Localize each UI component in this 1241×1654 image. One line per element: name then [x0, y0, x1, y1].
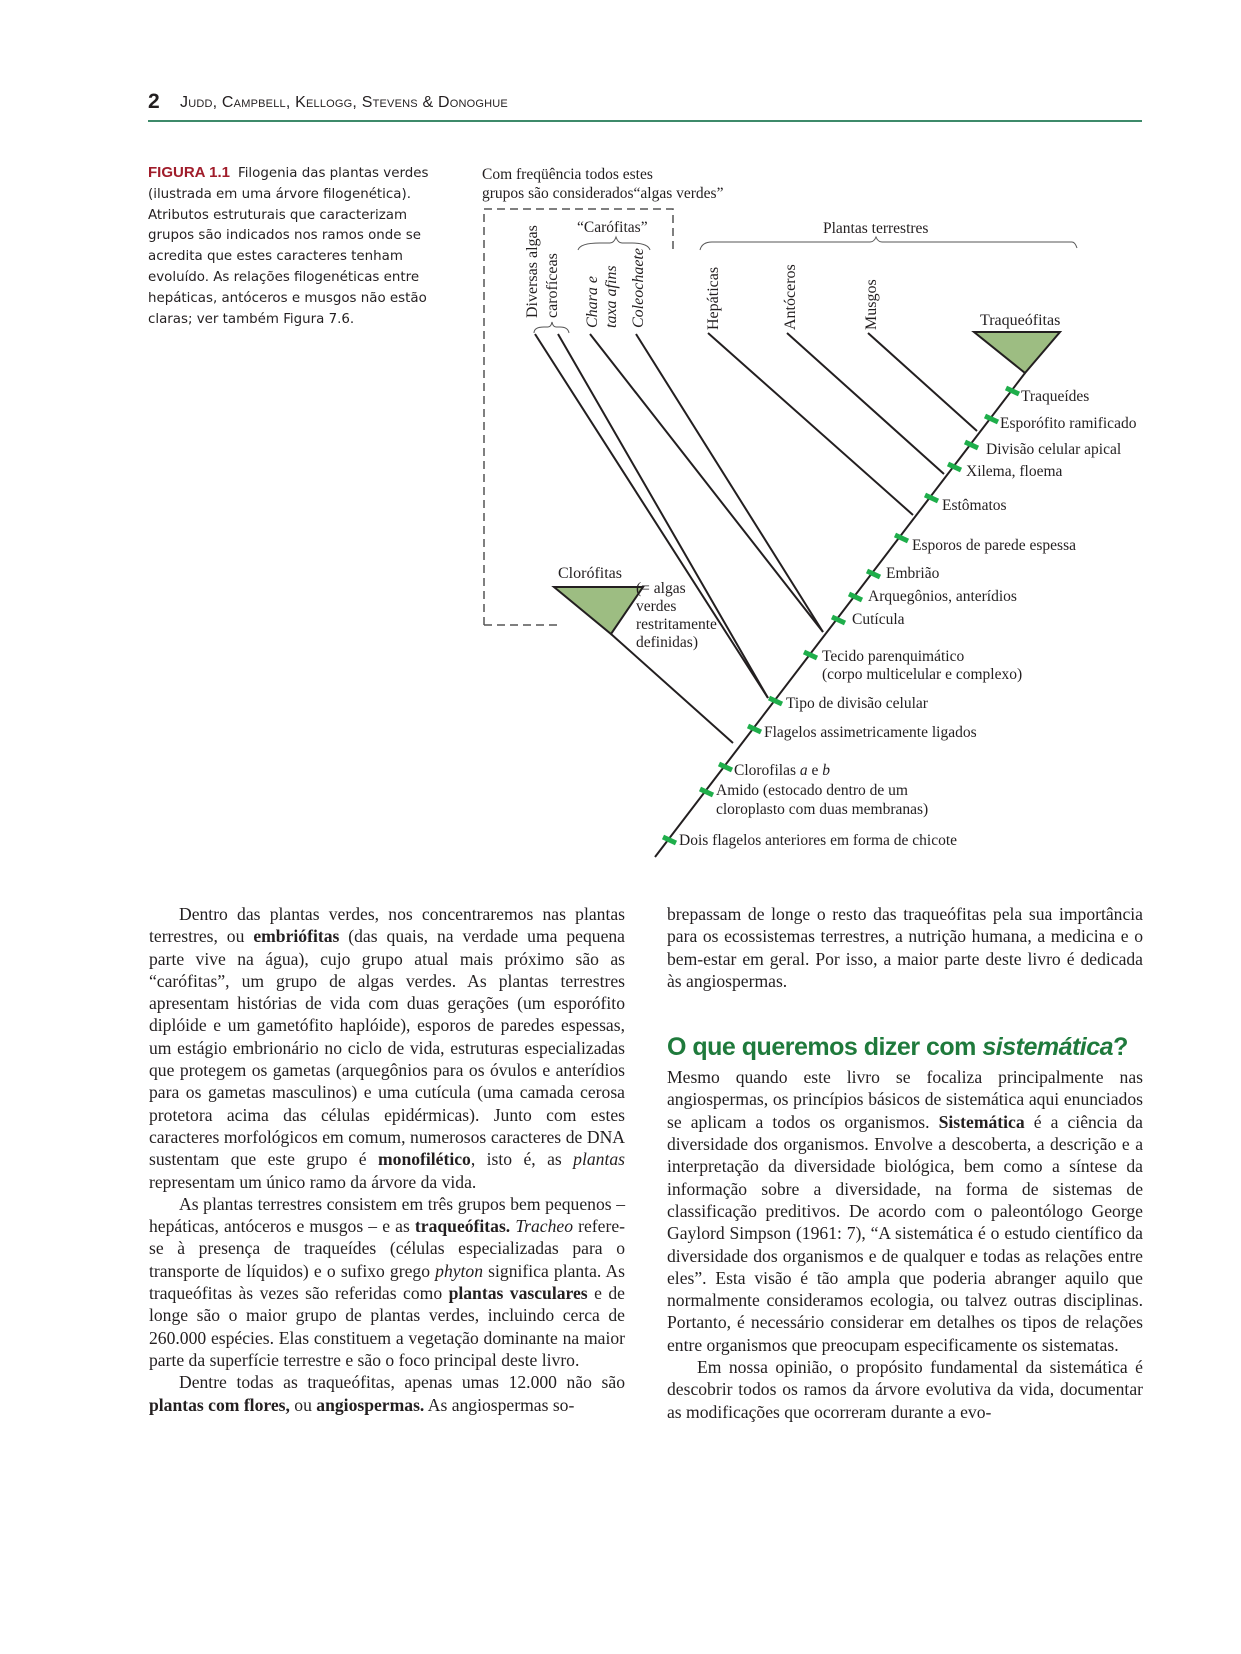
branch-hepaticas [708, 333, 913, 515]
section-heading: O que queremos dizer com sistemática? [667, 1033, 1128, 1062]
paragraph: Em nossa opinião, o propósito fundamental da sistemática é descobrir todos os ramos da árvore evolutiva da vida, documentar as modificações que ocorreram durante a evo- [667, 1357, 1143, 1422]
diversas-brace [534, 322, 569, 333]
paragraph: Mesmo quando este livro se focaliza principalmente nas angiospermas, os princípios básicos de sistemática aqui enunciados se aplicam a todos os organismos. Sistemática é a ciência da diversidade dos organismos. Envolve a descoberta, a descrição e a interpretação da diversidade biológica, bem como a síntese da informação sobre a diversidade, na forma de sistemas de classificação preditivos. De acordo com o paleontólogo George Gaylord Simpson (1961: 7), “A sistemática é o estudo científico da diversidade dos organismos e de qualquer e todas as relações entre eles”. Esta visão é tão ampla que poderia abranger aquilo que normalmente consideramos ecologia, ou talvez outras disciplinas. Portanto, é necessário considerar em detalhes os tipos de relações entre organismos que preocupam especificamente os sistematas. [667, 1067, 1143, 1355]
char-estomatos: Estômatos [942, 497, 1007, 514]
char-tecido-parenquimatico-note: (corpo multicelular e complexo) [822, 666, 1023, 683]
algae-note-line2: grupos são considerados“algas verdes” [482, 185, 724, 202]
carofitas-label: “Carófitas” [577, 219, 648, 236]
taxon-chara-line1: Chara e [584, 276, 601, 328]
paragraph: Dentro das plantas verdes, nos concentraremos nas plantas terrestres, ou embriófitas (das quais, na verdade uma pequena parte vive na água), cujo grupo atual mais próximo são as “carófitas”, um grupo de algas verdes. As plantas terrestres apresentam histórias de vida com duas gerações (um esporófito diplóide e um gametófito haplóide), esporos de paredes espessas, um estágio embrionário no ciclo de vida, estruturas especializadas que protegem os gametas (arquegônios para os óvulos e anterídios para os gametas masculinos) e uma cutícula (uma camada cerosa protetora acima das células epidérmicas). Junto com estes caracteres morfológicos em comum, numerosos caracteres de DNA sustentam que este grupo é monofilético, isto é, as plantas representam um único ramo da árvore da vida. [149, 904, 625, 1192]
char-dois-flagelos: Dois flagelos anteriores em forma de chicote [679, 832, 958, 849]
algae-note-line1: Com freqüência todos estes [482, 166, 653, 183]
traqueofitas-triangle [974, 332, 1060, 373]
paragraph: Dentre todas as traqueófitas, apenas umas 12.000 não são plantas com flores, ou angiospermas. As angiospermas so- [149, 1372, 625, 1415]
taxon-diversas-line1: Diversas algas [524, 225, 541, 318]
clorofitas-note-2: verdes [636, 598, 677, 615]
plantas-terrestres-label: Plantas terrestres [823, 220, 929, 237]
caption-text: Filogenia das plantas verdes (ilustrada em uma árvore filogenética). Atributos estruturais que caracterizam grupos são indicados nos ramos onde se acredita que estes caracteres tenham evoluído. As relações filogenéticas entre hepáticas, antóceros e musgos não estão claras; ver também Figura 7.6. [148, 166, 429, 327]
body-column-right [667, 903, 1143, 1423]
plantas-terrestres-brace [700, 237, 1077, 250]
taxon-chara-line2: taxa afins [603, 265, 620, 328]
char-arquegonios: Arquegônios, anterídios [868, 588, 1017, 605]
taxon-clorofitas: Clorófitas [558, 565, 622, 582]
char-embriao: Embrião [886, 565, 940, 582]
char-cuticula: Cutícula [852, 611, 905, 628]
running-head-authors: Judd, Campbell, Kellogg, Stevens & Donoghue [180, 94, 508, 111]
char-amido: Amido (estocado dentro de um [716, 782, 908, 799]
branch-antoceros [787, 333, 944, 474]
char-esporofito-ramificado: Esporófito ramificado [1000, 415, 1137, 432]
char-amido-note: cloroplasto com duas membranas) [716, 801, 929, 818]
clorofitas-triangle [554, 587, 643, 634]
char-tipo-divisao-celular: Tipo de divisão celular [786, 695, 928, 712]
taxon-traqueofitas: Traqueófitas [980, 312, 1061, 329]
taxon-hepaticas: Hepáticas [705, 266, 722, 330]
body-column-left [149, 903, 625, 1416]
figure-label: FIGURA 1.1 [148, 164, 230, 181]
taxon-coleochaete: Coleochaete [630, 248, 647, 328]
paragraph: brepassam de longe o resto das traqueófitas pela sua importância para os ecossistemas terrestres, a nutrição humana, a medicina e o bem-estar em geral. Por isso, a maior parte deste livro é dedicada às angiospermas. [667, 904, 1143, 991]
taxon-musgos: Musgos [863, 279, 880, 330]
paragraph: As plantas terrestres consistem em três grupos bem pequenos – hepáticas, antóceros e musgos – e as traqueófitas. Tracheo refere-se à presença de traqueídes (células especializadas para o transporte de líquidos) e o sufixo grego phyton significa planta. As traqueófitas às vezes são referidas como plantas vasculares e de longe são o maior grupo de plantas verdes, incluindo cerca de 260.000 espécies. Elas constituem a vegetação dominante na maior parte da superfície terrestre e são o foco principal deste livro. [149, 1193, 625, 1370]
taxon-antoceros: Antóceros [782, 264, 799, 330]
char-xilema-floema: Xilema, floema [966, 463, 1063, 480]
clorofitas-note-3: restritamente [636, 616, 717, 633]
char-divisao-celular-apical: Divisão celular apical [986, 441, 1122, 458]
page-number: 2 [148, 90, 160, 113]
branch-musgos [868, 333, 977, 431]
taxon-diversas-line2: carofíceas [544, 253, 561, 318]
char-tecido-parenquimatico: Tecido parenquimático [822, 648, 965, 665]
char-traqueides: Traqueídes [1021, 388, 1090, 405]
clorofitas-note-4: definidas) [636, 634, 698, 651]
char-flagelos-assimetricos: Flagelos assimetricamente ligados [764, 724, 977, 741]
char-clorofilas: Clorofilas a e b [734, 762, 831, 779]
clorofitas-note-1: (= algas [636, 580, 686, 597]
char-esporos-parede-espessa: Esporos de parede espessa [912, 537, 1076, 554]
